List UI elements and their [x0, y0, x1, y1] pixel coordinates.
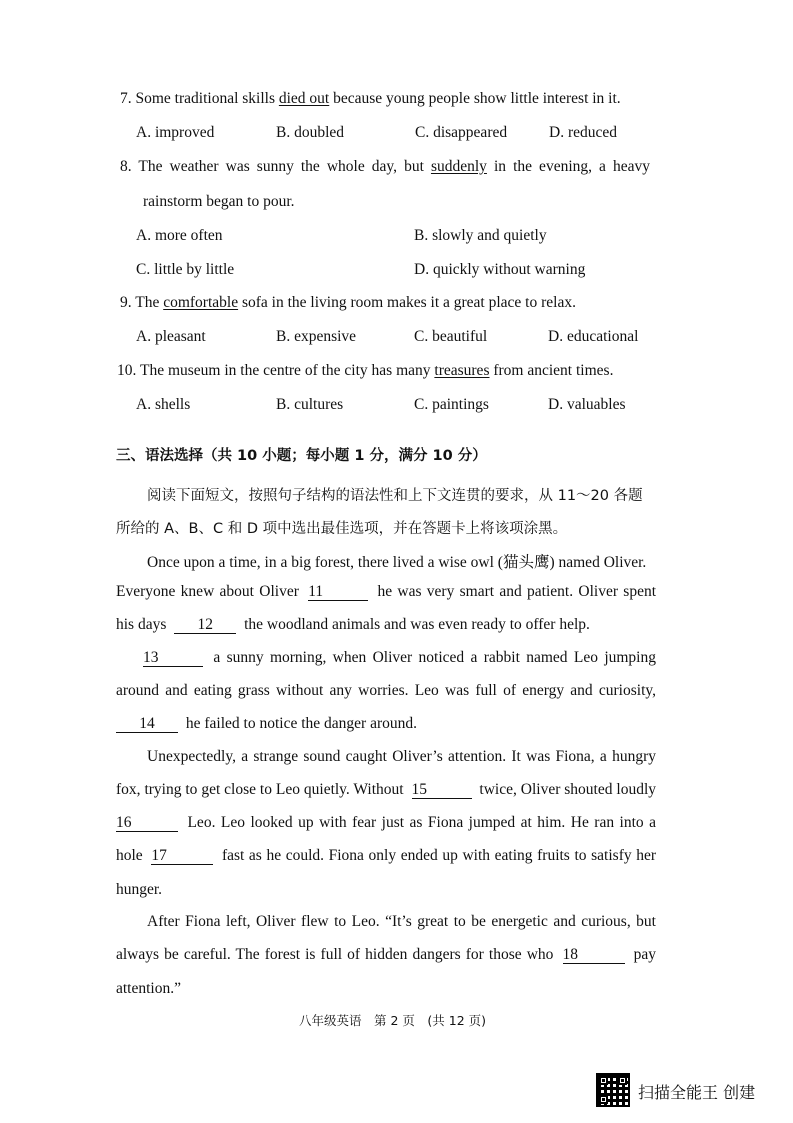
q7-underlined-phrase: died out — [278, 90, 330, 107]
question-8-line2: rainstorm began to pour. — [143, 193, 295, 210]
passage-text: hole — [116, 847, 143, 864]
qr-code-icon — [596, 1073, 630, 1107]
passage-text: fast as he could. Fiona only ended up with eating fruits to satisfy her — [221, 847, 657, 864]
blank-17[interactable]: 17 — [151, 848, 213, 865]
blank-14[interactable]: 14 — [116, 716, 178, 733]
scanner-watermark: 扫描全能王 创建 — [638, 1083, 756, 1102]
q10-underlined-word: treasures — [434, 362, 490, 379]
q9-option-a[interactable]: A. pleasant — [136, 328, 206, 345]
q9-text-before: 9. The — [120, 294, 164, 311]
passage-text: his days — [116, 616, 167, 633]
passage-p1-line1: Once upon a time, in a big forest, there lived a wise owl (猫头鹰) named Oliver. — [147, 554, 647, 571]
q9-option-d[interactable]: D. educational — [548, 328, 639, 345]
q7-option-d[interactable]: D. reduced — [549, 124, 617, 141]
page-footer: 八年级英语 第 2 页 (共 12 页) — [299, 1013, 487, 1028]
passage-p1-line3 — [116, 616, 590, 634]
question-8-stem — [120, 158, 650, 176]
passage-p1-line2 — [116, 583, 656, 601]
q10-option-a[interactable]: A. shells — [136, 396, 191, 413]
passage-text: fox, trying to get close to Leo quietly. Without — [116, 781, 404, 798]
q10-option-b[interactable]: B. cultures — [276, 396, 344, 413]
passage-p3-line3 — [116, 814, 656, 832]
blank-11[interactable]: 11 — [308, 584, 368, 601]
q8-option-d[interactable]: D. quickly without warning — [414, 261, 586, 278]
question-7-stem — [120, 90, 621, 108]
q9-option-c[interactable]: C. beautiful — [414, 328, 488, 345]
passage-p2-line3 — [116, 715, 417, 733]
blank-16[interactable]: 16 — [116, 815, 178, 832]
section-3-instruction-line1: 阅读下面短文，按照句子结构的语法性和上下文连贯的要求，从 11～20 各题 — [147, 488, 643, 504]
passage-text: always be careful. The forest is full of hidden dangers for those who — [116, 946, 554, 963]
q10-option-d[interactable]: D. valuables — [548, 396, 626, 413]
q7-option-c[interactable]: C. disappeared — [415, 124, 508, 141]
passage-text: Everyone knew about Oliver — [116, 583, 299, 600]
blank-12[interactable]: 12 — [174, 617, 236, 634]
section-3-instruction-line2: 所给的 A、B、C 和 D 项中选出最佳选项，并在答题卡上将该项涂黑。 — [116, 521, 568, 537]
q9-option-b[interactable]: B. expensive — [276, 328, 357, 345]
passage-p3-line2 — [116, 781, 656, 799]
q8-text-before: 8. The weather was sunny the whole day, but — [120, 158, 431, 175]
blank-13[interactable]: 13 — [143, 650, 203, 667]
q10-text-before: 10. The museum in the centre of the city has many — [117, 362, 435, 379]
q10-option-c[interactable]: C. paintings — [414, 396, 489, 413]
passage-p2-line1 — [143, 649, 656, 667]
passage-p2-line2: around and eating grass without any worries. Leo was full of energy and curiosity, — [116, 682, 656, 699]
q8-option-c[interactable]: C. little by little — [136, 261, 235, 278]
q7-option-b[interactable]: B. doubled — [276, 124, 345, 141]
passage-p3-line4 — [116, 847, 656, 865]
q8-underlined-word: suddenly — [430, 158, 487, 175]
q7-option-a[interactable]: A. improved — [136, 124, 215, 141]
q10-text-after: from ancient times. — [489, 362, 614, 379]
passage-p3-line5: hunger. — [116, 881, 163, 898]
passage-text: twice, Oliver shouted loudly — [479, 781, 657, 798]
passage-p4-line2 — [116, 946, 656, 964]
q9-text-after: sofa in the living room makes it a great place to relax. — [238, 294, 576, 311]
passage-text: he was very smart and patient. Oliver spent — [377, 583, 657, 600]
q8-option-a[interactable]: A. more often — [136, 227, 223, 244]
passage-p4-line1: After Fiona left, Oliver flew to Leo. “It’s great to be energetic and curious, but — [147, 913, 656, 930]
question-10-stem — [117, 362, 613, 380]
q9-underlined-word: comfortable — [163, 294, 239, 311]
section-3-heading: 三、语法选择（共 10 小题；每小题 1 分，满分 10 分） — [116, 448, 487, 464]
q7-text-before: 7. Some traditional skills — [120, 90, 279, 107]
passage-text: Leo. Leo looked up with fear just as Fiona jumped at him. He ran into a — [187, 814, 657, 831]
question-9-stem — [120, 294, 576, 312]
q7-text-after: because young people show little interest in it. — [329, 90, 621, 107]
passage-text: he failed to notice the danger around. — [185, 715, 417, 732]
q8-option-b[interactable]: B. slowly and quietly — [414, 227, 547, 244]
passage-p3-line1: Unexpectedly, a strange sound caught Oliver’s attention. It was Fiona, a hungry — [147, 748, 656, 765]
passage-text: a sunny morning, when Oliver noticed a rabbit named Leo jumping — [213, 649, 656, 666]
q8-text-after: in the evening, a heavy — [486, 158, 650, 175]
passage-text: the woodland animals and was even ready to offer help. — [244, 616, 590, 633]
passage-text: pay — [633, 946, 656, 963]
passage-p4-line3: attention.” — [116, 980, 181, 997]
blank-15[interactable]: 15 — [412, 782, 472, 799]
blank-18[interactable]: 18 — [563, 947, 625, 964]
